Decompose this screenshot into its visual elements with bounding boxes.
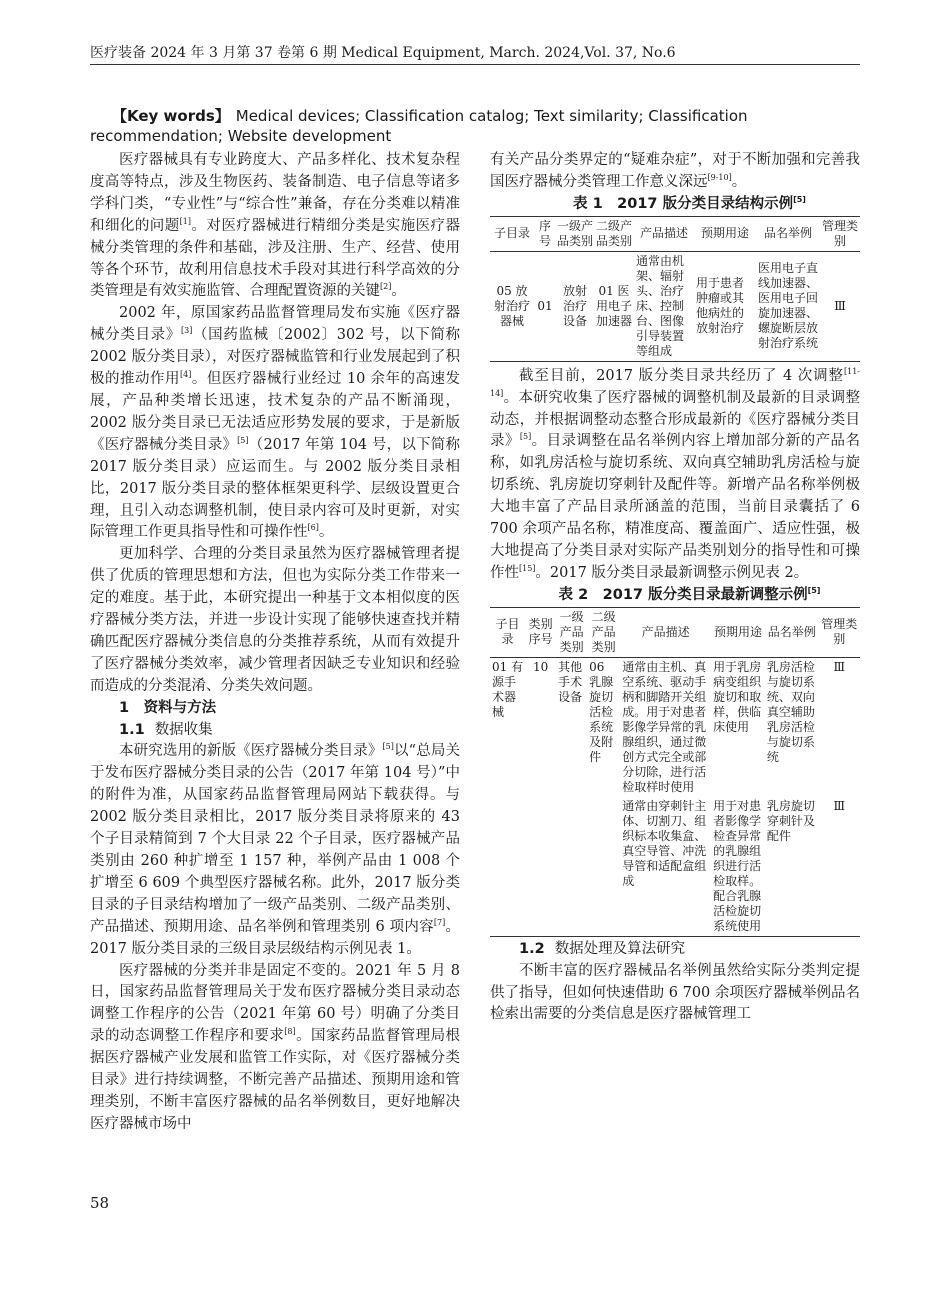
cell-examples: 医用电子直线加速器、医用电子回旋加速器、螺旋断层放射治疗系统: [758, 261, 819, 351]
right-column: [490, 150, 860, 1026]
citation[interactable]: [5]: [237, 435, 249, 445]
citation[interactable]: [8]: [284, 1027, 296, 1037]
cell-serial: 01: [537, 298, 553, 313]
table-2: [490, 607, 860, 937]
cell-level1: 其他手术设备: [558, 659, 583, 704]
column-header: 管理类别: [821, 218, 858, 248]
citation[interactable]: [11-14]: [490, 366, 860, 398]
cell-intended-use: 用于患者肿瘤或其他病灶的放射治疗: [696, 276, 745, 336]
cell-management-class: Ⅲ: [833, 659, 846, 674]
section-heading-1-2: 1.2 数据处理及算法研究: [519, 940, 686, 957]
column-header: 预期用途: [700, 226, 749, 241]
table-header-row: [490, 216, 860, 251]
citation[interactable]: [15]: [519, 564, 536, 574]
paragraph-intro-3: 更加科学、合理的分类目录虽然为医疗器械管理者提供了优质的管理思想和方法，但也为实际分类工作带来一定的难度。基于此，本研究提出一种基于文本相似度的医疗器械分类方法，并进一步设计实现了能够快速查找并精确匹配医疗器械分类信息的分类推荐系统，从而有效提升了医疗器械分类效率，减少管理者因缺乏专业知识和经验而造成的分类混淆、分类失效问题。: [90, 546, 460, 694]
page-number: 58: [90, 1194, 110, 1212]
left-column: [90, 150, 460, 1136]
column-header: 一级产品类别: [557, 218, 594, 248]
cell-examples: 乳房活检与旋切系统、双向真空辅助乳房活检与旋切系统: [766, 659, 815, 764]
column-header: 管理类别: [821, 617, 858, 647]
citation[interactable]: [5]: [519, 432, 532, 442]
cell-management-class: Ⅲ: [833, 798, 846, 813]
cell-level2: 06 乳腺旋切活检系统及附件: [589, 659, 614, 764]
column-header: 二级产品类别: [595, 218, 632, 248]
column-header: 预期用途: [713, 624, 762, 639]
citation[interactable]: [3]: [181, 326, 193, 336]
cell-level2: 01 医用电子加速器: [596, 283, 633, 328]
cell-description: 通常由主机、真空系统、驱动手柄和脚踏开关组成。用于对患者影像学异常的乳腺组织，通过微创方式完全或部分切除，进行活检取样时使用: [622, 659, 707, 794]
column-header: 品名举例: [767, 624, 816, 639]
cell-description: 通常由机架、辐射头、治疗床、控制台、图像引导装置等组成: [636, 253, 685, 358]
citation[interactable]: [9-10]: [707, 173, 732, 183]
paragraph-adjustments: 截至目前，2017 版分类目录共经历了 4 次调整[11-14]。本研究收集了医疗器械的调整机制及最新的目录调整动态，并根据调整动态整合形成最新的《医疗器械分类目录》[5]。目录调整在品名举例内容上增加部分新的产品名称，如乳房活检与旋切系统、双向真空辅助乳房活检与旋切系统、乳房旋切穿刺针及配件等。新增产品名称举例极大地丰富了产品目录所涵盖的范围，当前目录囊括了 6 700 余项产品名称，精准度高、覆盖面广、适应性强，极大地提高了分类目录对实际产品类别划分的指导性和可操作性[15]。2017 版分类目录最新调整示例见表 2。: [490, 366, 861, 581]
section-heading-1-1: 1.1 数据收集: [119, 721, 213, 738]
cell-description: 通常由穿刺针主体、切割刀、组织标本收集盒、真空导管、冲洗导管和适配盒组成: [622, 798, 707, 888]
citation[interactable]: [2]: [380, 282, 392, 292]
paragraph-data-collection: 本研究选用的新版《医疗器械分类目录》[5]以“总局关于发布医疗器械分类目录的公告（2017 年第 104 号）”中的附件为准，从国家药品监督管理局网站下载获得。与 2002 版分类目录相比，2017 版分类目录将原来的 43 个子目录精简到 7 个大目录 22 个子目录，医疗器械产品类别由 260 种扩增至 1 157 种，举例产品由 1 008 个扩增至 6 609 个典型医疗器械名称。此外，2017 版分类目录的子目录结构增加了一级产品类别、二级产品类别、产品描述、预期用途、品名举例和管理类别 6 项内容[7]。2017 版分类目录的三级目录层级结构示例见表 1。: [90, 742, 461, 957]
section-heading-1: 1 资料与方法: [119, 699, 217, 716]
citation[interactable]: [4]: [180, 370, 192, 380]
table-1-caption: 表 1 2017 版分类目录结构示例[5]: [573, 194, 806, 212]
table-1: [490, 216, 860, 362]
keywords-label: 【Key words】: [112, 107, 230, 125]
column-header: 产品描述: [639, 226, 688, 241]
cell-intended-use: 用于乳房病变组织旋切和取样，供临床使用: [713, 659, 762, 734]
cell-management-class: Ⅲ: [834, 298, 846, 313]
citation[interactable]: [5]: [382, 742, 394, 752]
table-row: [490, 657, 860, 797]
citation[interactable]: [5]: [793, 194, 806, 204]
column-header: 品名举例: [763, 226, 812, 241]
keywords-block: [90, 106, 860, 146]
cell-serial: 10: [532, 659, 549, 674]
keywords-text: Medical devices; Classification catalog; Text similarity; Classification recommendation; Website development: [90, 107, 748, 145]
table-2-caption: 表 2 2017 版分类目录最新调整示例[5]: [558, 585, 821, 603]
header-rule: [90, 64, 860, 65]
column-header: 一级产品类别: [559, 609, 584, 654]
column-header: 类别序号: [528, 617, 553, 647]
cell-subcatalog: 01 有源手术器械: [492, 659, 524, 719]
citation[interactable]: [6]: [307, 523, 319, 533]
paragraph-processing: 不断丰富的医疗器械品名举例虽然给实际分类判定提供了指导，但如何快速借助 6 700 余项医疗器械举例品名检索出需要的分类信息是医疗器械管理工: [490, 962, 860, 1023]
paragraph-continued: 有关产品分类界定的“疑难杂症”，对于不断加强和完善我国医疗器械分类管理工作意义深远[9-10]。: [490, 152, 860, 190]
paragraph-intro-2: 2002 年，原国家药品监督管理局发布实施《医疗器械分类目录》[3]（国药监械〔2002〕302 号，以下简称 2002 版分类目录），对医疗器械监管和行业发展起到了积极的推动作用[4]。但医疗器械行业经过 10 余年的高速发展，产品种类增长迅速，技术复杂的产品不断涌现，2002 版分类目录已无法适应形势发展的要求，于是新版《医疗器械分类目录》[5]（2017 年第 104 号，以下简称 2017 版分类目录）应运而生。与 2002 版分类目录相比，2017 版分类目录的整体框架更科学、层级设置更合理，且引入动态调整机制，使目录内容可及时更新，对实际管理工作更具指导性和可操作性[6]。: [90, 305, 461, 541]
citation[interactable]: [7]: [433, 917, 446, 927]
column-header: 子目录: [495, 617, 520, 647]
citation[interactable]: [1]: [179, 216, 192, 226]
cell-examples: 乳房旋切穿刺针及配件: [766, 798, 815, 843]
column-header: 子目录: [493, 226, 530, 241]
paragraph-intro-1: 医疗器械具有专业跨度大、产品多样化、技术复杂程度高等特点，涉及生物医药、装备制造、电子信息等诸多学科门类，“专业性”与“综合性”兼备，存在分类难以精准和细化的问题[1]。对医疗器械进行精细分类是实施医疗器械分类管理的条件和基础，涉及注册、生产、经营、使用等各个环节，故利用信息技术手段对其进行科学高效的分类管理是有效实施监管、合理配置资源的关键[2]。: [90, 152, 461, 300]
column-header: 产品描述: [641, 624, 690, 639]
cell-subcatalog: 05 放射治疗器械: [493, 283, 530, 328]
cell-level1: 放射治疗设备: [562, 283, 587, 328]
table-header-row: [490, 607, 860, 657]
column-header: 二级产品类别: [591, 609, 616, 654]
cell-intended-use: 用于对患者影像学检查异常的乳腺组织进行活检取样。配合乳腺活检旋切系统使用: [713, 798, 762, 933]
paragraph-dynamic-adjustment: 医疗器械的分类并非是固定不变的。2021 年 5 月 8 日，国家药品监督管理局关于发布医疗器械分类目录动态调整工作程序的公告（2021 年第 60 号）明确了分类目录的动态调整工作程序和要求[8]。国家药品监督管理局根据医疗器械产业发展和监管工作实际，对《医疗器械分类目录》进行持续调整，不断完善产品描述、预期用途和管理类别，不断丰富医疗器械的品名举例数目，更好地解决医疗器械市场中: [90, 962, 461, 1132]
column-header: 序号: [538, 218, 551, 248]
running-header: 医疗装备 2024 年 3 月第 37 卷第 6 期 Medical Equipment, March. 2024,Vol. 37, No.6: [90, 45, 676, 61]
table-row: [490, 251, 860, 361]
citation[interactable]: [5]: [807, 585, 821, 595]
